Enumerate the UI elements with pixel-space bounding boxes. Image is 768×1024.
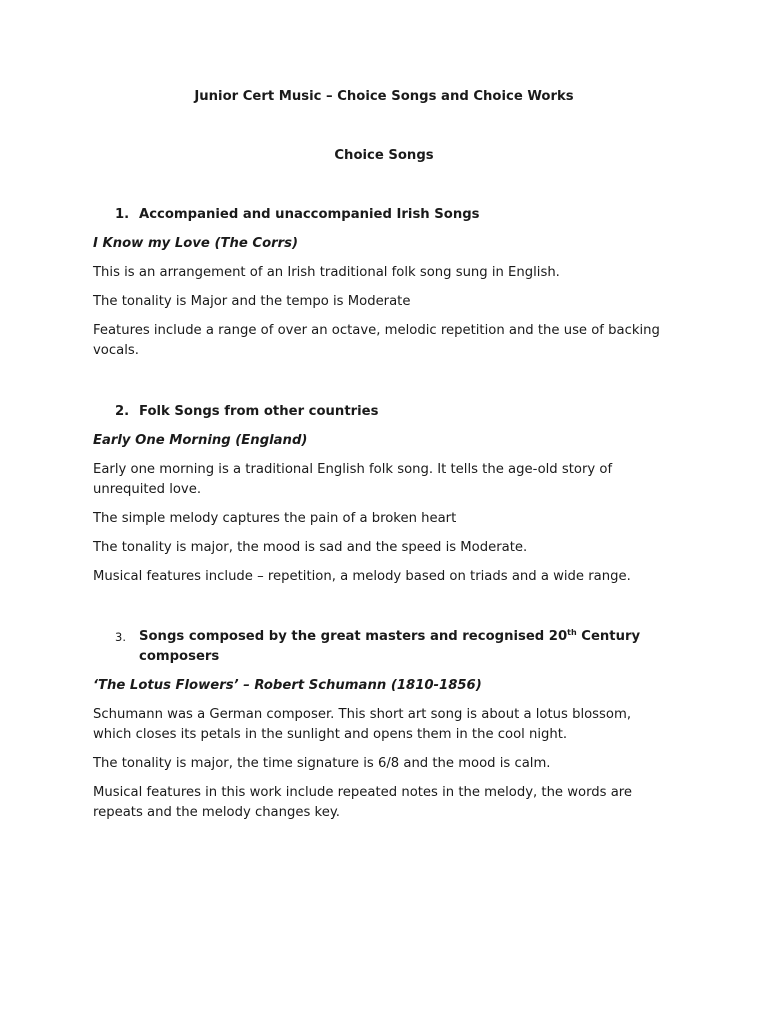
section-3: [93, 627, 673, 823]
paragraph: The tonality is major, the mood is sad and the speed is Moderate.: [93, 540, 528, 555]
section-1: [93, 205, 673, 361]
paragraph: The tonality is Major and the tempo is Moderate: [93, 294, 411, 309]
paragraph: The tonality is major, the time signature is 6/8 and the mood is calm.: [93, 756, 551, 771]
section-heading-text: Accompanied and unaccompanied Irish Songs: [139, 207, 480, 222]
document-subtitle: Choice Songs: [334, 148, 434, 163]
paragraph: Features include a range of over an octave, melodic repetition and the use of backing vocals.: [93, 323, 660, 358]
paragraph: Musical features in this work include repeated notes in the melody, the words are repeats and the melody changes key.: [93, 785, 633, 820]
section-2: [93, 402, 673, 587]
paragraph: Early one morning is a traditional English folk song. It tells the age-old story of unrequited love.: [93, 462, 613, 497]
section-heading: [93, 627, 673, 667]
section-heading-text: Songs composed by the great masters and recognised 20th Century composers: [139, 628, 641, 664]
section-number: 2.: [115, 404, 130, 419]
document-title: Junior Cert Music – Choice Songs and Choice Works: [194, 89, 574, 104]
song-title: Early One Morning (England): [93, 433, 308, 448]
paragraph: This is an arrangement of an Irish traditional folk song sung in English.: [93, 265, 560, 280]
section-number: 3.: [115, 630, 126, 644]
section-heading: [93, 402, 673, 422]
paragraph: Musical features include – repetition, a melody based on triads and a wide range.: [93, 569, 631, 584]
paragraph: Schumann was a German composer. This short art song is about a lotus blossom, which closes its petals in the sunlight and opens them in the cool night.: [93, 707, 632, 742]
song-title: ‘The Lotus Flowers’ – Robert Schumann (1810-1856): [93, 678, 482, 693]
song-title: I Know my Love (The Corrs): [93, 236, 299, 251]
paragraph: The simple melody captures the pain of a broken heart: [93, 511, 457, 526]
section-number: 1.: [115, 207, 130, 222]
superscript-ordinal: th: [567, 628, 577, 637]
section-heading: [93, 205, 673, 225]
section-heading-text: Folk Songs from other countries: [139, 404, 379, 419]
